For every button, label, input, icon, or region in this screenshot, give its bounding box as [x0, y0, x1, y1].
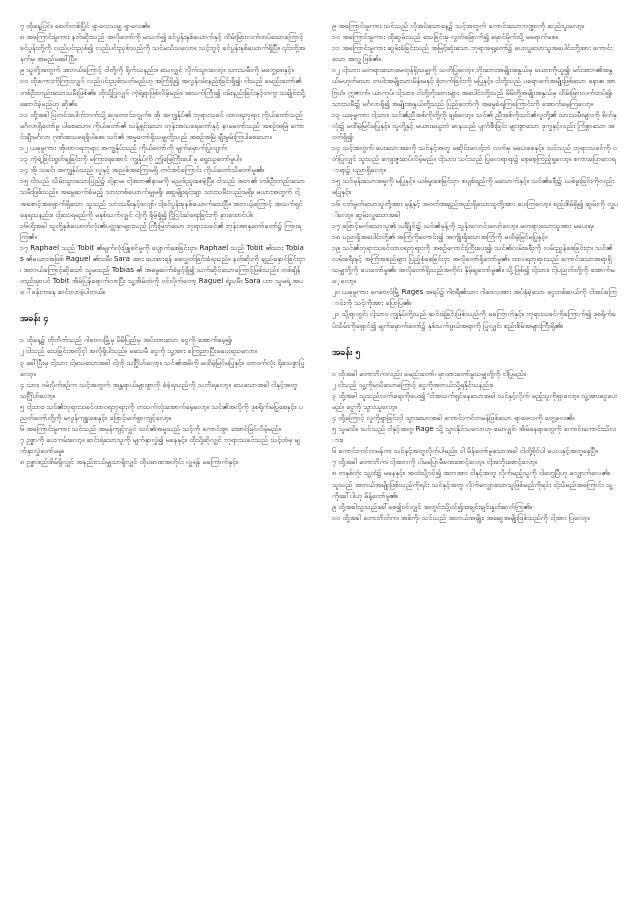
verse: ၁၇ ဖြောင့်မတ်သောသူ၏ သင်္ချိုင်း၌ သင်၏မုန့်ကို သွန်းလောင်းလော်လော့။ မတရားသောသူအား မပေးရ။	[332, 220, 594, 230]
verse: ၄ ထို့ကြောင့် လူကိုရှာခြင်းငှါ သွားသောအခါ ကောင်းကင်တမန်ဖြစ်သော ရာဖေလကို တွေ့လေ၏။	[332, 413, 575, 422]
verse: ၉ အကြောင်းမူကား သင်သည် လိုအပ်သောနေ့၌ သင့်အတွက် ကောင်းသောဘဏ္ဍာကို ဆည်းပူးလော့။	[332, 21, 585, 30]
verse: ၈ အကြောင်းမူကား နတ်ဆိုးသည် အလိုတော်ကို မသတ်၍ ခင်ပွန်းနှစ်ယောက်နှင့် ထိမ်းမြားလက်ထပ်သောကြောင့် ခင်ပွန်းတို့ကို လည်ပင်းညှစ်၍ လည်ပင်းညှစ်သည်ကို သင်မသိသလော။ သင့်ဘွင့် ခင်ပွန်းနှစ်ယောက်ရှိပြီ။ ၎င်းတို့အနက်မှ အမည်မခေါ်ပြီ။	[20, 32, 305, 64]
verse: ၁၂ ယခုမူကား အိုထာဝရဘုရား အကျွန်ုပ်သည် ကိုယ်တော်ကို မျက်မှောက်ပြုလျက်၊	[20, 143, 227, 153]
verse: ၄ သား၊ ဝမ်းပိုက်စဉ်က သင့်အတွက် အန္တရာယ်များစွာကို ခံခဲ့ရသည်ကို သတိရလော့။ သေသောအခါ ငါနှင့်အတူ သင်္ဂြိုဟ်လော့။	[20, 379, 298, 400]
verse: ၈ ဥစ္စာစည်းစိမ်ရှိလျှင် အနည်းငယ်မျှသာရှိလျှင် ထိုပမာဏအတိုင်း လှူရန် မကြောက်နှင့်။	[20, 457, 239, 467]
verse: ၁၅ ငါသည် သိမ်းသွားသောပြည်၌ ငါ့နာမ၊ ငါ့အဘ၏နာမကို မညစ်ညူးစေခဲ့ပြီ။ ငါသည် အဘ၏ တစ်ဦးတည်းသောသမီးဖြစ်သည်။ အမွေဆက်ခံမည့် သားတစ်ယောက်မျှမရှိ၊ ဆွေမျိုးရင်းချာ သားသမီးလည်းမရှိ။ မယားအတွက် ငါ့အစောင့်အရှောက်ရှိသော သူသည် သားသမီးနှင့်လျော်၊ ငါ့ခင်ပွန်းခုနစ်ယောက်သေပြီ။ အဘယ့်ကြောင့် အသက်ရှင်နေရသနည်း။ ငါ့သေရမည်ကို မနှစ်သက်လျှင် ငါ့ကို ရိုမ့်ရှုံ၍ ငြိုငြင်ဆဲရေးခြင်းကို နားထောင်ပါ။	[20, 176, 305, 219]
right-column	[332, 20, 618, 902]
verse: ၁၆ ငတ်မွတ်သောသူတို့အား မုန့်နှင့် အဝတ်အချည်းစည်းရှိသောသူတို့အား ပေးကြလော့။ စည်းစိမ်ရှိ၍ ဆွမ်းကို လှူပါလော့။ ဆွမ်းလှူသောအခါ	[332, 198, 618, 219]
verse: ၁ ထိုနေ့၌ တိုဘိတ်သည် ဂါဗေလမြို့မှ မိမိပြည်မှ အပ်ထားသော ငွေကို အောက်မေ့၍၊	[20, 335, 232, 345]
verse: ၁၀ ထိုစကားကိုကြားလျှင် လည်ပင်းညှစ်သတ်မည်ဟု အကြံရှိ၍ အလွန်ဝမ်းနည်းခြင်းရှိ၍၊ ငါသည် ခမည်းတော်၏ တစ်ဦးတည်းသောသမီးဖြစ်၏။ ထိုသို့ပြုလျှင် ကဲ့ရဲ့ရာဖြစ်လိမ့်မည်။ အသက်ကြီး၍ ဝမ်းနည်းခြင်းနှင့်တကွ သချိုင်းသို့ ဆောင်ခဲ့မည်ဟု ဆို၏။	[20, 76, 305, 108]
verse: ၂ ငါသည် သူ့ကိုမသိသောကြောင့် ငွေကိုအဘယ်သို့ရနိုင်သနည်း။	[332, 379, 493, 389]
verse: ၁၁ ထို့အခါ ပြတင်းပေါက်ဘက်သို့ ဆုတောင်းလျှက်။ အို အကျွန်ုပ်၏ ဘုရားသခင် ထာဝရဘုရား ကိုယ်တော်သည် မင်္ဂလာရှိတော်မူ ပါစေသော။ ကိုယ်တော်၏ သန့်ရှင်းသော ဘုန်းအသရေတော်နှင့် နာမတော်သည် အစဉ်အမြဲ ကောင်းချီးမင်္ဂလာ ဂုဏ်အသရေရှိပါစေ။ သင်၏ အမှုတော်ရှိသမျှတို့သည် အစဉ်အမြဲ ချီးမွမ်းကြပါစေသော။	[20, 109, 305, 141]
verse: ၁၅ သင်မုန်းသောအမှုကို မပြုနှင့်။ ယစ်မူးစေခြင်းငှာ စပျစ်ရည်ကို မသောက်နှင့်။ သင်၏ခရီး၌ ယစ်မူးခြင်းကိုလည်း မပြုနှင့်။	[332, 176, 615, 197]
verse: ၇ ဥစ္စာကို ပေးကမ်းလော့။ ဆင်းရဲသောသူကို မျက်နှာလွှဲ၍ မနေနှင့်။ ထိုသို့ဆိုလျှင် ဘုရားသခင်သည် သင့်ထံမှ မျက်နှာလွှဲတော်မမူ။	[20, 435, 300, 456]
verse: ၇ ထိုနေ့ပြင်။ စေတ်တစ်ပြိုင် ရှာလေသမျှ ရှာလေ၏။	[20, 21, 150, 30]
verse: ၅ သူမသိ။ သင်သည် ငါနှင့်အတူ Rage သို့ သွားနိုင်သလောဟု မေးလျှင်၊ အိမ်နေရာတွေကို ကောင်းကောင်းသိလား။	[332, 424, 617, 445]
verse: ၁ ထိုအခါ တောဘိကလည်း ခမည်းတော်၊ မှာထားတော်မူသမျှတို့ကို ငါပြုမည်။	[332, 368, 526, 378]
verse: ၁၂ ငါ့သား၊ မတရားသောမေထုန်ရှိသမျှကို သတိပြုလော့။ ဘိုးဘေးအမျိုးအနွယ်မှ မယားကိုယူ၍၊ မင်းအဘ၏အနွယ်မဟုတ်သော တပါးအမျိုးသားမိန်းမနှင့် စုံဘက်ခြင်းကို မပြုနှင့်။ ငါတို့သည် ပရောဖက်အမျိုးဖြစ်သော နောဧ၊ အာဗြဟံ၊ ဣဇာက်၊ ယာကုပ်၊ ငါ့သား၊ ငါတို့ဘိုးဘေးများ အပေါင်းတို့သည် မိမိတို့အမျိုးအနွယ်မှ ထိမ်းမြားလက်ထပ်၍၊ သားသမီး၌ မင်္ဂလာရှိ၍ အမျိုးအနွယ်တို့သည် ပြည်တော်ကို အမွေခံရကြကြောင်းကို အောက်မေ့ကြလော့။	[332, 65, 616, 108]
chapter-5-verses	[332, 368, 618, 523]
verse: ၆ အကြောင်းမူကား သင်သည် အမှန်ကျင့်လျှင် သင်၏အမှုသည် သင့်ကို ကောင်းစွာ အောင်မြင်လိမ့်မည်။	[20, 424, 281, 434]
left-verses	[20, 20, 306, 297]
chapter-heading-4: အခန်း ၄	[20, 314, 49, 325]
verse: ၁၃ ကဲ့ရဲ့ခြင်းရှုတ်ချခြင်းကို မကြားရအောင် ကျွန်ုပ်ကို ဤမြေကြီးပေါ်မှ ရွေးယူတော်မူပါ။	[20, 154, 242, 164]
verse: ၁၄ သင့်အတွက် ပေးသောအခကို သင်နှင့်အတူ မဆိုင်းမလင့်ဘဲ လက်မှ မပေးစေနှင့်။ သင်သည် ဘုရားသခင်ကို ဝတ်ပြုလျှင် သူသည် ကျေးဇူးဆပ်လိမ့်မည်။ ငါ့သား၊ သင်သည် ပြုလေရာရာ၌ စေ့စေ့ကြည့်ရှုလော့။ စကားပြောလေရာရာ၌ ပညာရှိလော့။	[332, 143, 617, 175]
verse: ၇ ထို့အခါ တောဘိက၊ ငါ့အဘကို ငါမပြောမီခဏစောင့်လော့။ ငါ့အဘိုးစောင့်လော့။	[332, 457, 538, 467]
verse: ၁၀ အကြောင်းမူကား ထိုဆွမ်းသည် သေခြင်းမှ လွတ်မြောက်၍ မှောင်မိုက်သို့ မရောက်စေ။	[332, 32, 558, 42]
verse: ၂ ငါသည် သေခြင်းအလိုငှါ အလိုရှိပါသည်။ မသေမီ ငွေကို သူ့အား ကြေညာပြီးမပေးရသလော။	[20, 346, 257, 356]
verse: ၉ ထို့အခါသူသည်ခေါ်စေ၍ဝင်လျှင် အတွင်းသို့ဝင်၍အချင်းချင်းနှုတ်ဆက်ကြ၏။	[332, 501, 532, 511]
verse: ၂၀ ယခုမူကား ဂေဗေလ်မြို့ Rages အရပ်၌ ဂါဗရီ၏သား ဂါဗေလအား အပ်နှံခဲ့သော ငွေတစ်ဆယ်ကို ငါအပ်ကြောင်းကို သင့်ကိုအား ပြောပြ၏။	[332, 287, 617, 308]
verse: ၁၄ အို သခင်၊ အကျွန်ုပ်သည် လူနှင့် အညစ်အကြေးမရှိ ကင်းစင်ကြောင်း ကိုယ်တော်သိတော်မူ၏။	[20, 165, 265, 175]
verse: ၁၃ ယခုမူကား ငါ့သား၊ သင်၏ညီအစ်ကိုတို့ကို ချစ်လော့။ သင်၏ ညီအစ်ကိုသင်၏လူတို့၏ သားသမီးများကို စိတ်နှလုံး၌ မထီမဲ့မြင်မပြုနှင့်။ သူတို့နှင့် မယားမယူဘဲ မာနသည် ပျက်စီးခြင်း များစွာသော ဒုက္ခနှင့်လည်း ကြံစွာသော အငတ်ရှိ၍၊	[332, 109, 617, 141]
verse: ၁၆ထို့အခါ သူတို့နှစ်ယောက်လုံး၏ပတ္တနာများသည် ကြီးမြတ်သော ဘုရားသခင်၏ ဘုန်းအာနုဘော်တော်၌ ကြားရကြ၏။	[20, 220, 302, 241]
verse: ၃ ခေါ်ပြီးမှ ငါ့သား ငါ့သေသောအခါ ငါ့ကို သင်္ဂြိုဟ်လော့။ သင်၏အမိကို မထိမဲ့မြင်မပြုနှင့်။ ထာဝက်လုံး ရိုသေစွာပြုလော့။	[20, 357, 305, 378]
chapter-4-verses	[20, 334, 306, 467]
chapter-heading-5: အခန်း ၅	[332, 347, 361, 358]
verse: ၆ ကောင်းကင်တမန်က၊ သင်နှင့်အတူလိုက်ပါမည်။ ငါ မိန်တော်မူသောအခါ ငါတို့စိုင်ပါ ပေလနှင့်အတူနေပြီ။	[332, 446, 598, 456]
verse: ၃ ထို့အခါ သူသည်လက်ရေးကိုပေး၍ 'ငါအသက်ရှင်နေသောအခါ သင်နှင့်လိုက် မည့်သူကိုရှာလော့။ သူ့အားငွေပေးမည်၊ ငွေကို သွားယူလော့။	[332, 390, 617, 411]
verse: ၁၈ ပညာရှိအပေါင်းတို့၏ အကြံကိုတောင်း၍ အကျိုးရှိသောအကြံကို မထိမဲ့မြင်မပြုနှင့်။	[332, 231, 548, 241]
verse: ၉ သူတို့အတွက် အဘယ်ကြောင့် ငါတို့ကို ရိုက်သနည်း။ သေလျှင် လိုက်သွားလော့။ သားသမီးကို မတွေ့စေနှင့်။	[20, 65, 294, 75]
verse: ၈ တနှစ်တုံး သူ့ထံ၌ မနေနှင့်။ အထဲသို့ဝင်၍ အဘအား ငါနှင့်အတူ လိုက်မည့်သူကို ငါတွေ့ပြီဟု လျှောက်လေ၏။ သူသည် အဘယ်အမျိုးဖြစ်သည်ကိုရင်း သင်နှင့်အတူ လိုက်လျှောသောသူဖြစ်မည်ကိုရင်း ငါ့သိမည်အကြောင်း သူ့ကိုခေါ်ပါဟု မိန့်တော်မူ၏။	[332, 468, 613, 500]
left-column	[20, 20, 306, 902]
verse: ၁၇ Raphael သည် Tobit ၏မျက်လုံးဖြူစင်မှုကို ပျောက်စေခြင်းငှာ၊ Raphael သည် Tobit ၏သား Tobias ၏မယားအဖြစ် Raguel ၏သမီး Sara အား ပေးစားရန် စေလွှတ်ခြင်းခံရသည်။ နတ်ဆိုးကို ချည်နှောင်ခြင်းငှာ၊ အဘယ်ကြောင့်ဆိုသော် သူမသည် Tobias ၏ အမွေဆက်ခံခွင့်ရှိ၍ သက်ဆိုင်သောကြောင့်ဖြစ်သည်။ တစ်ချိန်တည်းမှာပင် Tobit အိမ်ပြန်ရောက်လာပြီး သူ့အိမ်ထဲကို ဝင်လိုက်တော့ Raguel ရဲ့သမီး Sara ဟာ သူမရဲ့ အပေါ်ခန်းကနေ ဆင်းလာခဲ့ပါတယ်။	[20, 242, 306, 297]
verse: ၁၀ ထို့အခါ တောဘိတ်က၊ အစ်ကို၊ သင်သည် အဘယ်အမျိုး၊ အဆွေအမျိုးဖြစ်သည်ကို ငါ့အား ပြလော့။	[332, 512, 590, 522]
verse: ၁၁ အကြောင်းမူကား ဆွမ်းခံခြင်းသည် အမြင့်ဆုံးသော ဘုရားရှေ့တော်၌ ပေးလှူသောသူအပေါင်းတို့အား ကောင်းသော အလှူ ဖြစ်၏။	[332, 43, 613, 64]
verse: ၂၁ သို့ရာတွင်၊ ငါ့သား၊ ကျွန်ုပ်တို့သည် ဆင်းရဲခြင်းဖြစ်သည်ကို မကြောက်နှင့်။ ဘုရားသခင်ကိုကြောက်၍ ဒုစရိုက်ခပ်သိမ်းကိုရှောင်၍ မျက်မှောက်တော်၌ နှစ်သက်ဖွယ်အရာကို ပြုလျှင်၊ စည်းစိမ်အများကြီးရှိ၏။	[332, 309, 616, 330]
right-verses	[332, 20, 618, 331]
verse: ၁၉ သင်၏ဘုရားသခင်ထာဝရဘုရားကို အစဉ်ကောင်းကြီးပေး၍၊ သင်၏လမ်းခရီးကို လမ်းညွှန်စေခြင်းငှာ၊ သင်၏လမ်းခရီးနှင့် အကြံအစည်များ ပြည့်စုံစေခြင်းငှာ အလိုတော်ရှိတော်မူ၏။ ထာဝရဘုရားသည် ကောင်းသောအရာရှိသမျှတို့ကို ပေးတော်မူ၏။ အလိုတော်ရှိသည်အတိုင်း နှိမ့်ချတော်မူ၏။ သို့ဖြစ်၍ ငါ့သား၊ ငါ့ပညတ်တို့ကို အောက်မေ့လော့။	[332, 242, 615, 286]
verse: ၅ ငါ့သား၊ သင်၏ဘုရားသခင်ထာဝရဘုရားကို တသက်လုံးအောက်မေ့လော့။ သင်၏အလိုကို ဒုစရိုက်မပြုစေနှင့်။ ပညတ်တော်တို့ကို မလွန်ကျူးစေနှင့်။ ဖြောင့်မတ်စွာကျင့်လော့။	[20, 401, 303, 422]
